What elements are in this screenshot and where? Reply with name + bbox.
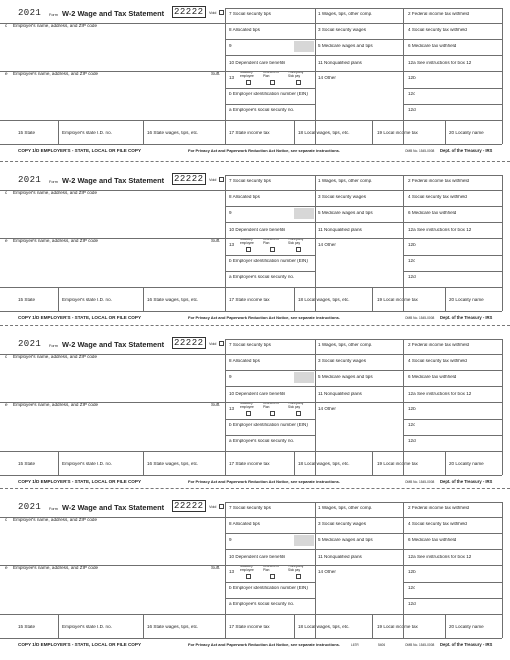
grid-line — [403, 435, 502, 436]
employer-name-label: Employer's name, address, and ZIP code — [13, 24, 98, 28]
box14-label: 14 Other — [318, 243, 336, 247]
employee-name-label: Employee's name, address, and ZIP code — [13, 403, 99, 407]
box-a-label: a Employee's social security no. — [229, 602, 295, 606]
control-code: 22222 — [174, 174, 204, 184]
box12a-label: 12a See instructions for box 12 — [408, 228, 472, 232]
grid-line — [225, 386, 502, 387]
box12d-label: 12d — [408, 108, 416, 112]
grid-line — [143, 120, 144, 144]
box3-label: 3 Social security wages — [318, 522, 367, 526]
grid-line — [403, 339, 404, 475]
box8-label: 8 Allocated tips — [229, 195, 260, 199]
grid-line — [403, 598, 502, 599]
box16-label: 16 State wages, tips, etc. — [147, 131, 199, 135]
tax-year: 2021 — [18, 175, 42, 185]
form-title: W-2 Wage and Tax Statement — [62, 503, 165, 512]
third-party-sick-pay-checkbox[interactable] — [296, 574, 301, 579]
box13-number: 13 — [229, 76, 235, 80]
void-label: Void — [209, 505, 217, 509]
perforation-line — [0, 161, 510, 162]
box16-label: 16 State wages, tips, etc. — [147, 298, 199, 302]
grid-line — [445, 120, 446, 144]
void-checkbox[interactable] — [219, 341, 224, 346]
box19-label: 19 Local income tax — [377, 462, 418, 466]
grid-line — [225, 502, 226, 638]
grid-line — [372, 287, 373, 311]
employee-name-field[interactable] — [13, 573, 223, 641]
statutory-employee-checkbox[interactable] — [246, 411, 251, 416]
form-word: Form — [49, 507, 58, 511]
grid-line — [225, 175, 226, 311]
tax-year: 2021 — [18, 8, 42, 18]
grid-line — [294, 120, 295, 144]
grid-line — [143, 614, 144, 638]
box5-label: 5 Medicare wages and tips — [318, 211, 373, 215]
grid-line — [502, 8, 503, 144]
employer-name-field[interactable] — [13, 362, 223, 402]
box9-shaded — [294, 208, 314, 219]
omb-number: OMB No. 1545-0008 — [405, 316, 435, 320]
box10-label: 10 Dependent care benefits — [229, 392, 286, 396]
employer-name-label: Employer's name, address, and ZIP code — [13, 355, 98, 359]
grid-line — [143, 451, 144, 475]
box12a-label: 12a See instructions for box 12 — [408, 392, 472, 396]
box15-label: 15 State — [18, 298, 36, 302]
box14-label: 14 Other — [318, 407, 336, 411]
suffix-label: Suff. — [211, 566, 221, 570]
box9-label: 9 — [229, 538, 232, 542]
grid-line — [225, 222, 502, 223]
privacy-notice: For Privacy Act and Paperwork Reduction Act Notice, see separate instructions. — [188, 479, 340, 484]
box8-label: 8 Allocated tips — [229, 522, 260, 526]
retirement-plan-checkbox[interactable] — [270, 80, 275, 85]
box11-label: 11 Nonqualified plans — [318, 61, 362, 65]
void-label: Void — [209, 342, 217, 346]
box14-label: 14 Other — [318, 570, 336, 574]
retirement-plan-checkbox[interactable] — [270, 574, 275, 579]
box11-label: 11 Nonqualified plans — [318, 392, 362, 396]
grid-line — [0, 144, 502, 145]
grid-line — [143, 287, 144, 311]
box12b-label: 12b — [408, 243, 416, 247]
third-party-sick-pay-checkbox[interactable] — [296, 80, 301, 85]
box-b-label: b Employer identification number (EIN) — [229, 423, 308, 427]
grid-line — [403, 255, 502, 256]
employee-name-letter: e — [5, 403, 8, 407]
retirement-plan-label: Retirement Plan — [263, 402, 279, 409]
grid-line — [0, 402, 502, 403]
grid-line — [0, 517, 502, 518]
grid-line — [372, 120, 373, 144]
box17-label: 17 State income tax — [229, 462, 270, 466]
box1-label: 1 Wages, tips, other comp. — [318, 343, 373, 347]
box9-label: 9 — [229, 44, 232, 48]
box4-label: 4 Social security tax withheld — [408, 359, 467, 363]
box12a-label: 12a See instructions for box 12 — [408, 555, 472, 559]
box12b-label: 12b — [408, 407, 416, 411]
grid-line — [445, 451, 446, 475]
box2-label: 2 Federal income tax withheld — [408, 179, 470, 183]
statutory-employee-checkbox[interactable] — [246, 80, 251, 85]
grid-line — [0, 23, 502, 24]
grid-line — [0, 71, 502, 72]
grid-line — [0, 190, 502, 191]
grid-line — [225, 175, 502, 176]
box2-label: 2 Federal income tax withheld — [408, 343, 470, 347]
grid-line — [0, 238, 502, 239]
privacy-notice: For Privacy Act and Paperwork Reduction Act Notice, see separate instructions. — [188, 315, 340, 320]
grid-line — [58, 287, 59, 311]
employee-name-field[interactable] — [13, 246, 223, 314]
box9-shaded — [294, 535, 314, 546]
box8-label: 8 Allocated tips — [229, 28, 260, 32]
grid-line — [0, 475, 502, 476]
box9-label: 9 — [229, 211, 232, 215]
grid-line — [225, 104, 315, 105]
grid-line — [225, 533, 502, 534]
retirement-plan-checkbox[interactable] — [270, 411, 275, 416]
employee-name-label: Employee's name, address, and ZIP code — [13, 72, 99, 76]
box6-label: 6 Medicare tax withheld — [408, 375, 457, 379]
box13-number: 13 — [229, 243, 235, 247]
void-checkbox[interactable] — [219, 177, 224, 182]
box20-label: 20 Locality name — [449, 131, 484, 135]
employee-name-letter: e — [5, 239, 8, 243]
grid-line — [225, 88, 315, 89]
w2-form-copy — [0, 490, 510, 655]
box12d-label: 12d — [408, 602, 416, 606]
box-a-label: a Employee's social security no. — [229, 275, 295, 279]
grid-line — [0, 565, 502, 566]
grid-line — [225, 206, 502, 207]
grid-line — [403, 502, 404, 638]
control-code: 22222 — [174, 501, 204, 511]
form-word: Form — [49, 13, 58, 17]
tax-year: 2021 — [18, 502, 42, 512]
box8-label: 8 Allocated tips — [229, 359, 260, 363]
perforation-line — [0, 488, 510, 489]
box15-label: 15 State — [18, 625, 36, 629]
box9-shaded — [294, 372, 314, 383]
copy-label: COPY 1/D EMPLOYER'S - STATE, LOCAL OR FILE COPY — [18, 315, 142, 320]
employer-name-label: Employer's name, address, and ZIP code — [13, 518, 98, 522]
grid-line — [225, 8, 502, 9]
grid-line — [315, 8, 316, 144]
box3-label: 3 Social security wages — [318, 28, 367, 32]
form-title: W-2 Wage and Tax Statement — [62, 340, 165, 349]
box6-label: 6 Medicare tax withheld — [408, 538, 457, 542]
box12d-label: 12d — [408, 439, 416, 443]
box17-label: 17 State income tax — [229, 625, 270, 629]
box12b-label: 12b — [408, 570, 416, 574]
box-b-label: b Employer identification number (EIN) — [229, 259, 308, 263]
grid-line — [445, 287, 446, 311]
copy-label: COPY 1/D EMPLOYER'S - STATE, LOCAL OR FILE COPY — [18, 642, 142, 647]
grid-line — [315, 339, 316, 475]
box4-label: 4 Social security tax withheld — [408, 28, 467, 32]
box12c-label: 12c — [408, 92, 416, 96]
box5-label: 5 Medicare wages and tips — [318, 375, 373, 379]
box-b-label: b Employer identification number (EIN) — [229, 92, 308, 96]
employer-name-field[interactable] — [13, 31, 223, 71]
grid-line — [225, 598, 315, 599]
employer-state-id-label: Employer's state I.D. no. — [62, 462, 112, 466]
box18-label: 18 Local wages, tips, etc. — [298, 462, 350, 466]
box14-label: 14 Other — [318, 76, 336, 80]
grid-line — [225, 419, 315, 420]
box20-label: 20 Locality name — [449, 462, 484, 466]
grid-line — [0, 614, 502, 615]
grid-line — [58, 614, 59, 638]
perforation-line — [0, 325, 510, 326]
grid-line — [225, 55, 502, 56]
box13-number: 13 — [229, 407, 235, 411]
box6-label: 6 Medicare tax withheld — [408, 211, 457, 215]
box4-label: 4 Social security tax withheld — [408, 195, 467, 199]
form-title: W-2 Wage and Tax Statement — [62, 9, 165, 18]
void-checkbox[interactable] — [219, 504, 224, 509]
grid-line — [225, 339, 226, 475]
box11-label: 11 Nonqualified plans — [318, 228, 362, 232]
box15-label: 15 State — [18, 131, 36, 135]
box3-label: 3 Social security wages — [318, 195, 367, 199]
employee-name-letter: e — [5, 566, 8, 570]
control-code: 22222 — [174, 338, 204, 348]
grid-line — [225, 370, 502, 371]
grid-line — [403, 104, 502, 105]
grid-line — [445, 614, 446, 638]
box19-label: 19 Local income tax — [377, 298, 418, 302]
box9-label: 9 — [229, 375, 232, 379]
grid-line — [372, 451, 373, 475]
retirement-plan-label: Retirement Plan — [263, 71, 279, 78]
box1-label: 1 Wages, tips, other comp. — [318, 179, 373, 183]
statutory-employee-label: Statutory employee — [240, 402, 254, 409]
box5-label: 5 Medicare wages and tips — [318, 44, 373, 48]
third-party-sick-pay-label: Third-party Sick pay — [288, 71, 304, 78]
box20-label: 20 Locality name — [449, 625, 484, 629]
third-party-sick-pay-label: Third-party Sick pay — [288, 238, 304, 245]
grid-line — [0, 120, 502, 121]
box10-label: 10 Dependent care benefits — [229, 61, 286, 65]
box3-label: 3 Social security wages — [318, 359, 367, 363]
box5-label: 5 Medicare wages and tips — [318, 538, 373, 542]
omb-number: OMB No. 1545-0008 — [405, 149, 435, 153]
form-word: Form — [49, 344, 58, 348]
grid-line — [225, 582, 315, 583]
box9-shaded — [294, 41, 314, 52]
statutory-employee-checkbox[interactable] — [246, 574, 251, 579]
box11-label: 11 Nonqualified plans — [318, 555, 362, 559]
grid-line — [372, 614, 373, 638]
employee-name-field[interactable] — [13, 410, 223, 478]
privacy-notice: For Privacy Act and Paperwork Reduction Act Notice, see separate instructions. — [188, 148, 340, 153]
employee-name-field[interactable] — [13, 79, 223, 147]
box12c-label: 12c — [408, 423, 416, 427]
copy-label: COPY 1/D EMPLOYER'S - STATE, LOCAL OR FILE COPY — [18, 148, 142, 153]
box16-label: 16 State wages, tips, etc. — [147, 462, 199, 466]
box7-label: 7 Social security tips — [229, 12, 271, 16]
grid-line — [0, 311, 502, 312]
statutory-employee-label: Statutory employee — [240, 71, 254, 78]
grid-line — [294, 287, 295, 311]
grid-line — [403, 175, 404, 311]
form-code-1: L67R — [351, 643, 359, 647]
void-checkbox[interactable] — [219, 10, 224, 15]
box-a-label: a Employee's social security no. — [229, 439, 295, 443]
grid-line — [403, 8, 404, 144]
control-code: 22222 — [174, 7, 204, 17]
box-a-label: a Employee's social security no. — [229, 108, 295, 112]
department-label: Dept. of the Treasury - IRS — [440, 148, 493, 153]
box15-label: 15 State — [18, 462, 36, 466]
box1-label: 1 Wages, tips, other comp. — [318, 506, 373, 510]
grid-line — [225, 8, 226, 144]
w2-form-copy — [0, 0, 510, 161]
grid-line — [403, 271, 502, 272]
copy-label: COPY 1/D EMPLOYER'S - STATE, LOCAL OR FILE COPY — [18, 479, 142, 484]
box2-label: 2 Federal income tax withheld — [408, 12, 470, 16]
department-label: Dept. of the Treasury - IRS — [440, 315, 493, 320]
box7-label: 7 Social security tips — [229, 506, 271, 510]
third-party-sick-pay-label: Third-party Sick pay — [288, 565, 304, 572]
grid-line — [225, 549, 502, 550]
w2-form-copy — [0, 163, 510, 328]
box6-label: 6 Medicare tax withheld — [408, 44, 457, 48]
box-b-label: b Employer identification number (EIN) — [229, 586, 308, 590]
grid-line — [502, 502, 503, 638]
box1-label: 1 Wages, tips, other comp. — [318, 12, 373, 16]
omb-number: OMB No. 1545-0008 — [405, 480, 435, 484]
employee-name-letter: e — [5, 72, 8, 76]
grid-line — [225, 255, 315, 256]
box19-label: 19 Local income tax — [377, 131, 418, 135]
employer-name-field[interactable] — [13, 525, 223, 565]
retirement-plan-label: Retirement Plan — [263, 565, 279, 572]
employer-state-id-label: Employer's state I.D. no. — [62, 131, 112, 135]
box2-label: 2 Federal income tax withheld — [408, 506, 470, 510]
grid-line — [225, 339, 502, 340]
grid-line — [0, 354, 502, 355]
suffix-label: Suff. — [211, 239, 221, 243]
grid-line — [225, 502, 502, 503]
employer-name-letter: c — [5, 518, 8, 522]
void-label: Void — [209, 178, 217, 182]
grid-line — [0, 638, 502, 639]
third-party-sick-pay-checkbox[interactable] — [296, 411, 301, 416]
statutory-employee-checkbox[interactable] — [246, 247, 251, 252]
form-code-2: 5406 — [378, 643, 386, 647]
box12a-label: 12a See instructions for box 12 — [408, 61, 472, 65]
box17-label: 17 State income tax — [229, 131, 270, 135]
grid-line — [403, 88, 502, 89]
tax-year: 2021 — [18, 339, 42, 349]
grid-line — [225, 435, 315, 436]
grid-line — [225, 39, 502, 40]
box18-label: 18 Local wages, tips, etc. — [298, 131, 350, 135]
omb-number: OMB No. 1545-0008 — [405, 643, 435, 647]
box12d-label: 12d — [408, 275, 416, 279]
employer-name-letter: c — [5, 355, 8, 359]
box16-label: 16 State wages, tips, etc. — [147, 625, 199, 629]
retirement-plan-checkbox[interactable] — [270, 247, 275, 252]
box10-label: 10 Dependent care benefits — [229, 228, 286, 232]
employer-state-id-label: Employer's state I.D. no. — [62, 298, 112, 302]
grid-line — [315, 502, 316, 638]
grid-line — [294, 614, 295, 638]
department-label: Dept. of the Treasury - IRS — [440, 642, 493, 647]
form-word: Form — [49, 180, 58, 184]
box19-label: 19 Local income tax — [377, 625, 418, 629]
box20-label: 20 Locality name — [449, 298, 484, 302]
form-title: W-2 Wage and Tax Statement — [62, 176, 165, 185]
box17-label: 17 State income tax — [229, 298, 270, 302]
grid-line — [502, 175, 503, 311]
grid-line — [403, 419, 502, 420]
suffix-label: Suff. — [211, 72, 221, 76]
box7-label: 7 Social security tips — [229, 343, 271, 347]
employee-name-label: Employee's name, address, and ZIP code — [13, 566, 99, 570]
employer-name-letter: c — [5, 24, 8, 28]
employer-name-label: Employer's name, address, and ZIP code — [13, 191, 98, 195]
box4-label: 4 Social security tax withheld — [408, 522, 467, 526]
box10-label: 10 Dependent care benefits — [229, 555, 286, 559]
box12c-label: 12c — [408, 259, 416, 263]
grid-line — [58, 451, 59, 475]
department-label: Dept. of the Treasury - IRS — [440, 479, 493, 484]
suffix-label: Suff. — [211, 403, 221, 407]
privacy-notice: For Privacy Act and Paperwork Reduction Act Notice, see separate instructions. — [188, 642, 340, 647]
box12c-label: 12c — [408, 586, 416, 590]
box12b-label: 12b — [408, 76, 416, 80]
grid-line — [315, 175, 316, 311]
retirement-plan-label: Retirement Plan — [263, 238, 279, 245]
box18-label: 18 Local wages, tips, etc. — [298, 298, 350, 302]
employee-name-label: Employee's name, address, and ZIP code — [13, 239, 99, 243]
grid-line — [502, 339, 503, 475]
box18-label: 18 Local wages, tips, etc. — [298, 625, 350, 629]
employer-name-letter: c — [5, 191, 8, 195]
grid-line — [403, 582, 502, 583]
box7-label: 7 Social security tips — [229, 179, 271, 183]
grid-line — [225, 271, 315, 272]
box13-number: 13 — [229, 570, 235, 574]
third-party-sick-pay-label: Third-party Sick pay — [288, 402, 304, 409]
grid-line — [58, 120, 59, 144]
grid-line — [0, 451, 502, 452]
w2-form-copy — [0, 327, 510, 492]
grid-line — [0, 287, 502, 288]
employer-state-id-label: Employer's state I.D. no. — [62, 625, 112, 629]
statutory-employee-label: Statutory employee — [240, 238, 254, 245]
employer-name-field[interactable] — [13, 198, 223, 238]
grid-line — [294, 451, 295, 475]
third-party-sick-pay-checkbox[interactable] — [296, 247, 301, 252]
statutory-employee-label: Statutory employee — [240, 565, 254, 572]
void-label: Void — [209, 11, 217, 15]
